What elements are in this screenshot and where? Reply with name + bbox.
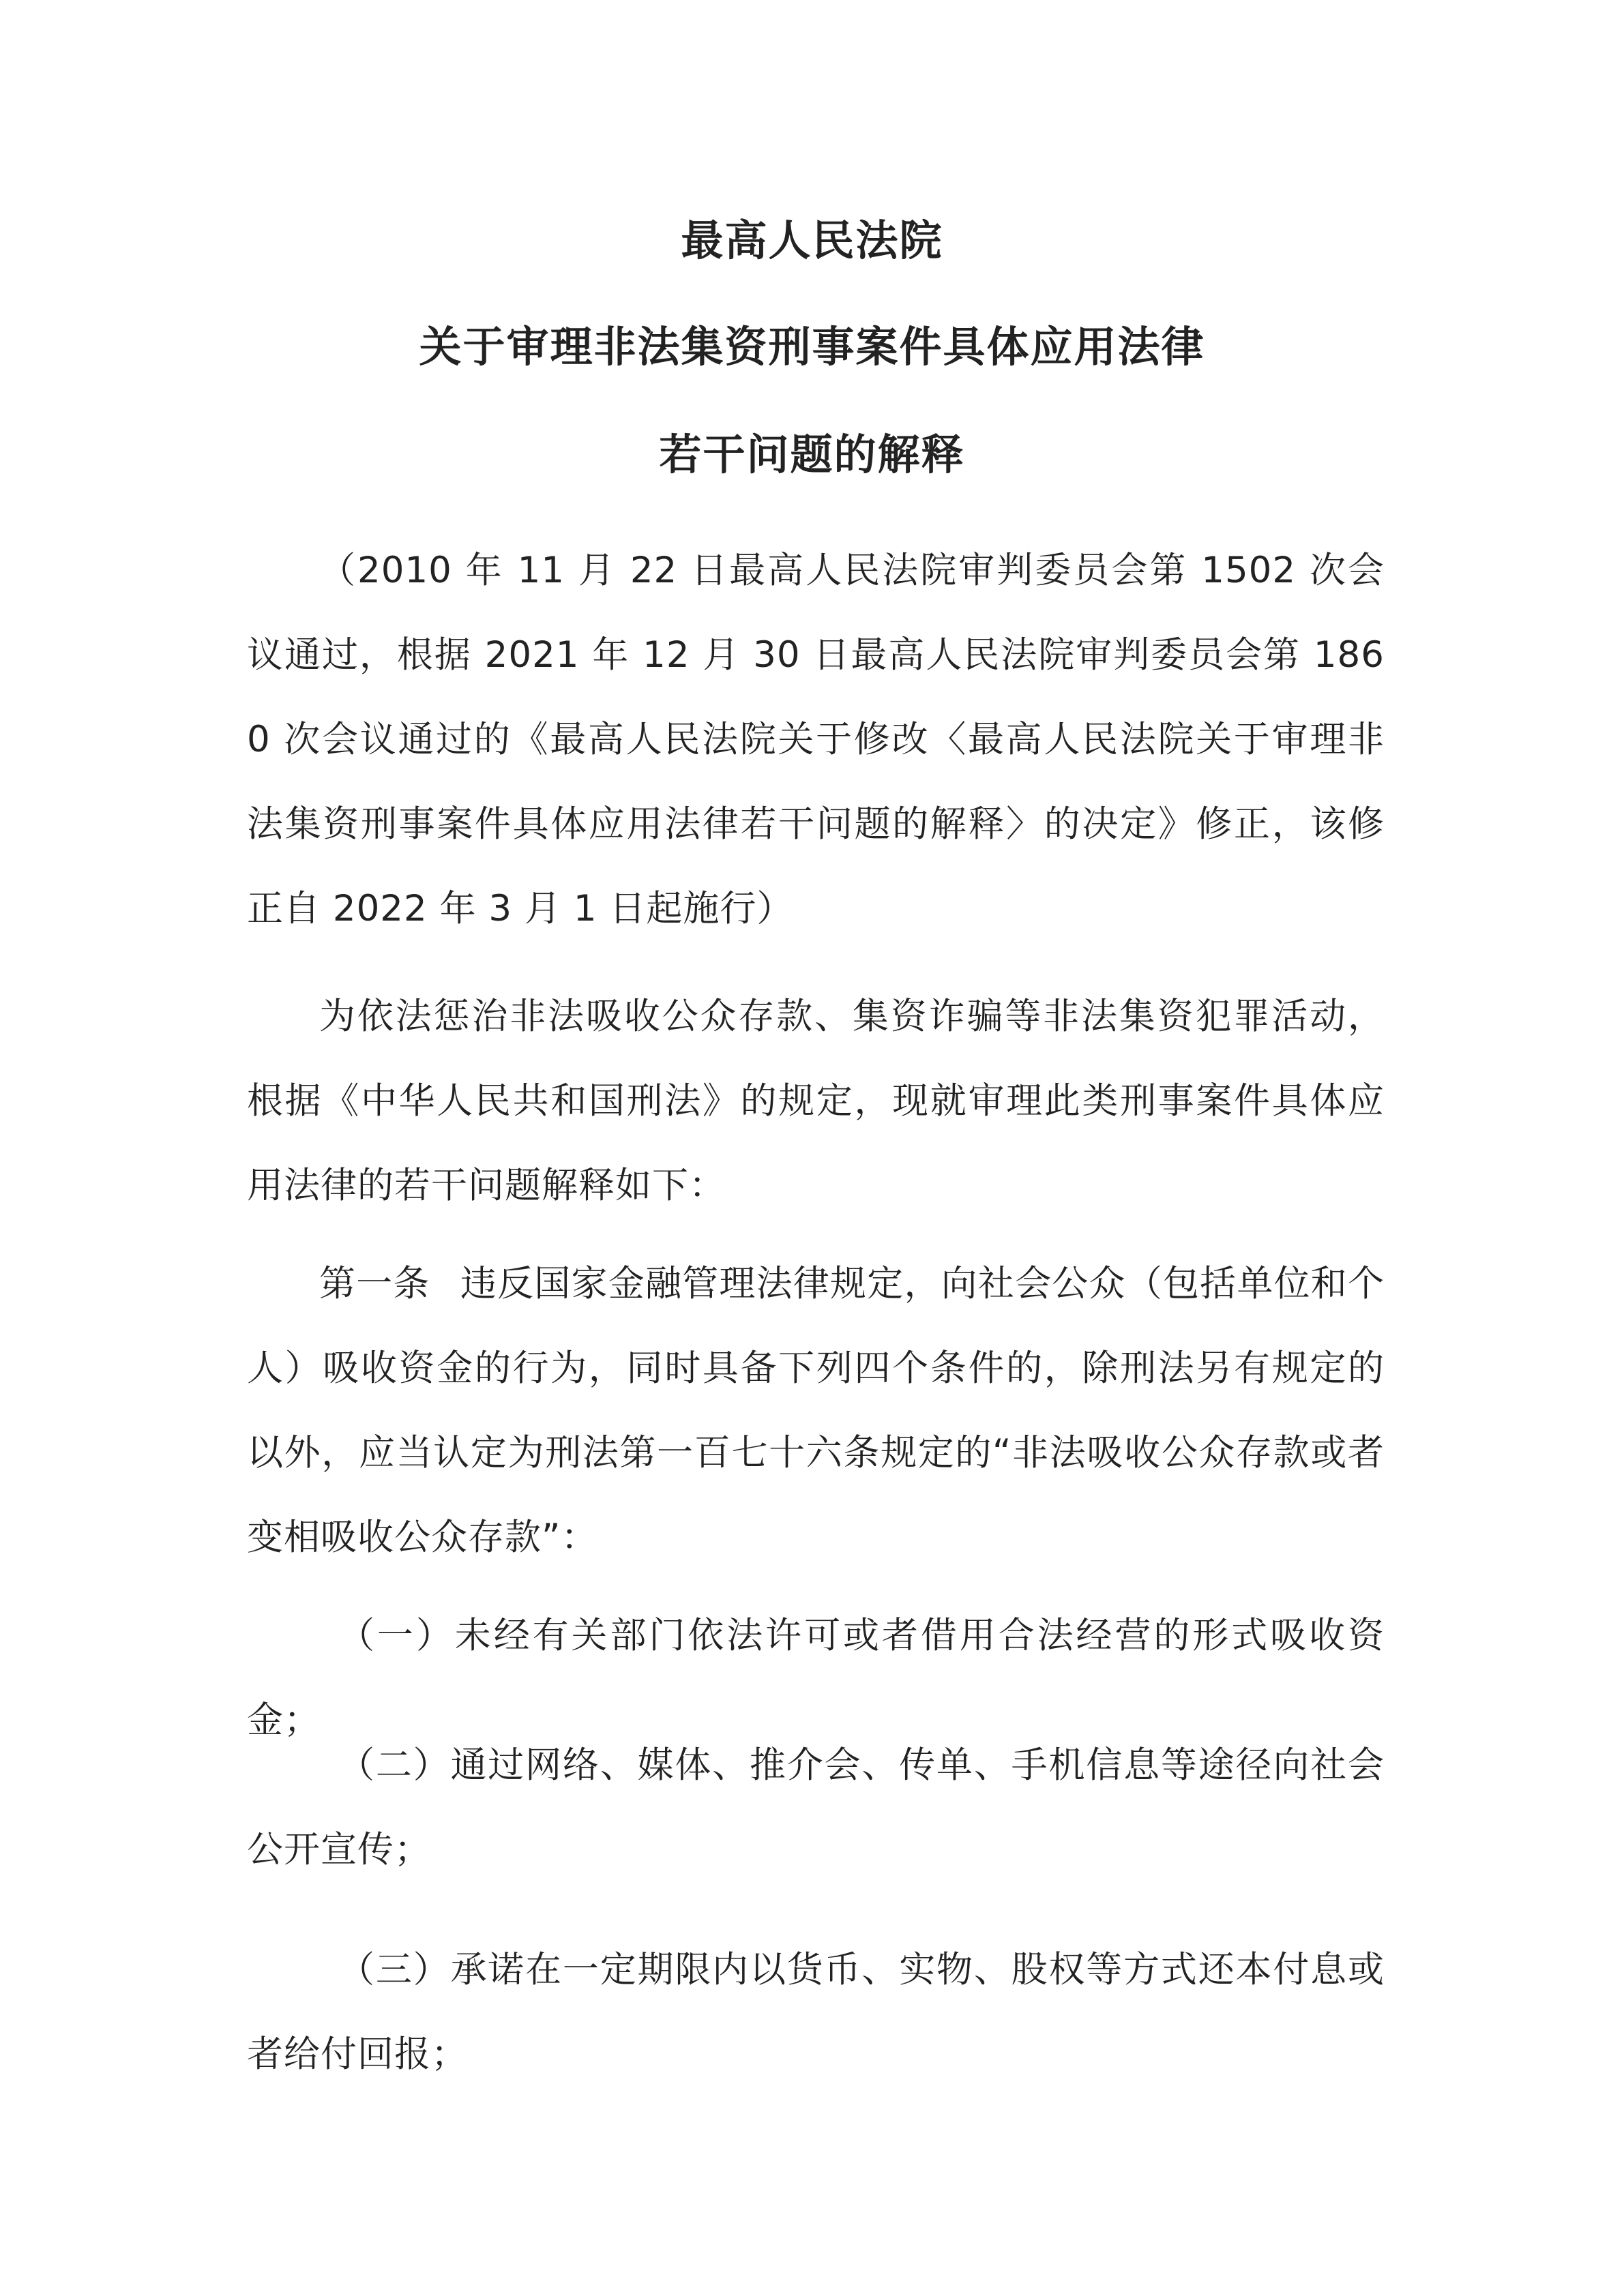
intro-paragraph: 为依法惩治非法吸收公众存款、集资诈骗等非法集资犯罪活动，根据《中华人民共和国刑法》的规定，现就审理此类刑事案件具体应用法律的若干问题解释如下： <box>247 996 1385 1206</box>
title-line-2: 关于审理非法集资刑事案件具体应用法律 <box>419 322 1205 372</box>
adoption-note: （2010 年 11 月 22 日最高人民法院审判委员会第 1502 次会议通过，根据 2021 年 12 月 30 日最高人民法院审判委员会第 1860 次会议通过的《最高人民法院关于修改〈最高人民法院关于审理非法集资刑事案件具体应用法律若干问题的解释〉的决定》修正，该修正自 2022 年 3 月 1 日起施行） <box>247 550 1385 929</box>
condition-item-2: （二）通过网络、媒体、推介会、传单、手机信息等途径向社会公开宣传； <box>247 1744 1385 1870</box>
title-line-3: 若干问题的解释 <box>659 430 965 479</box>
condition-item-1: （一）未经有关部门依法许可或者借用合法经营的形式吸收资金； <box>247 1615 1385 1741</box>
condition-item-3: （三）承诺在一定期限内以货币、实物、股权等方式还本付息或者给付回报； <box>247 1949 1385 2075</box>
article-1-text: 违反国家金融管理法律规定，向社会公众（包括单位和个人）吸收资金的行为，同时具备下列四个条件的，除刑法另有规定的以外，应当认定为刑法第一百七十六条规定的“非法吸收公众存款或者变相吸收公众存款”： <box>247 1263 1385 1558</box>
title-line-1: 最高人民法院 <box>681 215 943 265</box>
article-1 <box>247 1242 1385 1580</box>
article-1-label: 第一条 <box>319 1263 430 1304</box>
